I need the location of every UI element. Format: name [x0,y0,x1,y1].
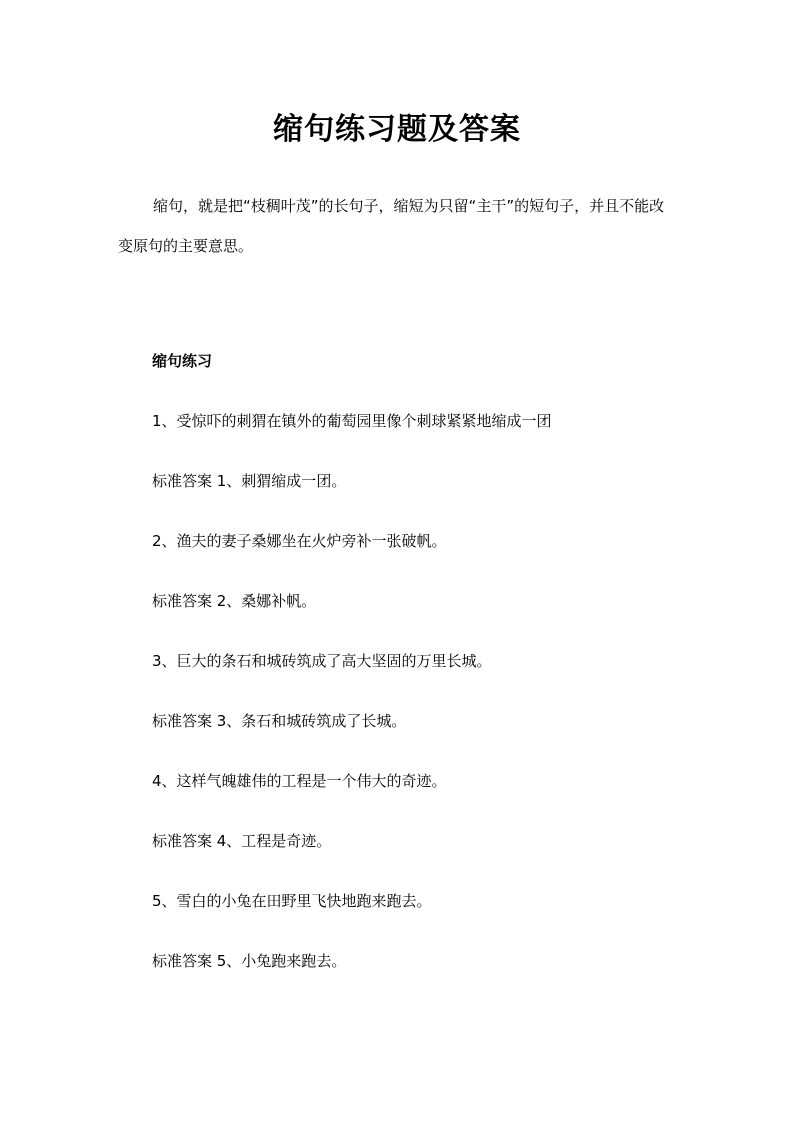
exercise-question-4: 4、这样气魄雄伟的工程是一个伟大的奇迹。 [152,772,447,790]
section-heading: 缩句练习 [152,352,213,370]
exercise-answer-4: 标准答案 4、工程是奇迹。 [152,832,332,850]
exercise-question-2: 2、渔夫的妻子桑娜坐在火炉旁补一张破帆。 [152,532,447,550]
exercise-question-3: 3、巨大的条石和城砖筑成了高大坚固的万里长城。 [152,652,492,670]
exercise-question-5: 5、雪白的小兔在田野里飞快地跑来跑去。 [152,892,432,910]
exercise-answer-1: 标准答案 1、刺猬缩成一团。 [152,472,347,490]
exercise-answer-3: 标准答案 3、条石和城砖筑成了长城。 [152,712,407,730]
exercise-list [152,410,712,1010]
intro-paragraph: 缩句，就是把“枝稠叶茂”的长句子，缩短为只留“主干”的短句子，并且不能改变原句的主要意思。 [118,197,665,255]
exercise-question-1: 1、受惊吓的刺猬在镇外的葡萄园里像个刺球紧紧地缩成一团 [152,412,552,430]
exercise-answer-2: 标准答案 2、桑娜补帆。 [152,592,317,610]
exercise-answer-5: 标准答案 5、小兔跑来跑去。 [152,952,347,970]
page-title: 缩句练习题及答案 [273,112,521,147]
